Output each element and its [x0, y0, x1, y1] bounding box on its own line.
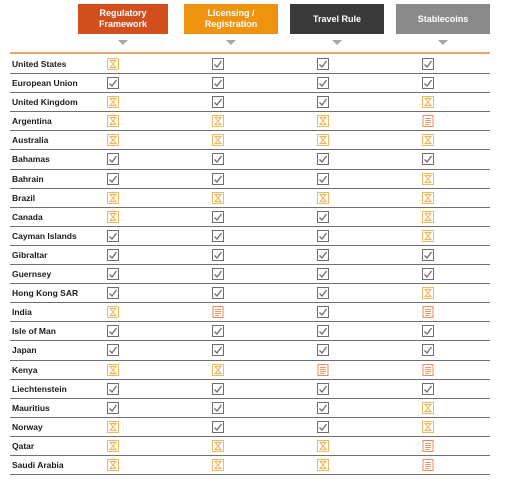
hourglass-icon	[317, 192, 329, 204]
hourglass-icon	[422, 173, 434, 185]
country-name: Australia	[12, 135, 49, 146]
country-name: European Union	[12, 78, 78, 89]
country-name: Bahamas	[12, 154, 50, 165]
check-icon	[107, 249, 119, 261]
check-icon	[317, 173, 329, 185]
country-name: Argentina	[12, 116, 52, 127]
check-icon	[317, 153, 329, 165]
chevron-down-icon	[118, 40, 128, 45]
document-icon	[422, 364, 434, 376]
check-icon	[317, 77, 329, 89]
country-name: Saudi Arabia	[12, 459, 64, 470]
table-row	[10, 437, 490, 456]
hourglass-icon	[317, 459, 329, 471]
header-stablecoins: Stablecoins	[396, 4, 490, 34]
header-regulatory-framework: Regulatory Framework	[78, 4, 168, 34]
check-icon	[317, 96, 329, 108]
country-name: Japan	[12, 345, 37, 356]
check-icon	[107, 77, 119, 89]
check-icon	[212, 344, 224, 356]
table-row	[10, 284, 490, 303]
check-icon	[212, 211, 224, 223]
check-icon	[107, 153, 119, 165]
hourglass-icon	[107, 134, 119, 146]
document-icon	[317, 364, 329, 376]
header-licensing-registration: Licensing / Registration	[184, 4, 278, 34]
chevron-down-icon	[226, 40, 236, 45]
table-row	[10, 208, 490, 227]
hourglass-icon	[422, 96, 434, 108]
hourglass-icon	[107, 211, 119, 223]
check-icon	[212, 230, 224, 242]
check-icon	[212, 173, 224, 185]
table-row	[10, 361, 490, 380]
table-row	[10, 170, 490, 189]
country-name: Bahrain	[12, 173, 44, 184]
table-row	[10, 399, 490, 418]
check-icon	[212, 402, 224, 414]
header-travel-rule: Travel Rule	[290, 4, 384, 34]
hourglass-icon	[422, 402, 434, 414]
hourglass-icon	[422, 192, 434, 204]
hourglass-icon	[422, 134, 434, 146]
hourglass-icon	[107, 421, 119, 433]
country-name: Cayman Islands	[12, 230, 77, 241]
check-icon	[317, 268, 329, 280]
hourglass-icon	[422, 211, 434, 223]
table-row	[10, 303, 490, 322]
country-name: Liechtenstein	[12, 383, 67, 394]
check-icon	[317, 249, 329, 261]
check-icon	[317, 306, 329, 318]
hourglass-icon	[212, 440, 224, 452]
chevron-down-icon	[438, 40, 448, 45]
check-icon	[317, 344, 329, 356]
table-row	[10, 93, 490, 112]
country-name: Mauritius	[12, 402, 50, 413]
hourglass-icon	[212, 459, 224, 471]
hourglass-icon	[212, 115, 224, 127]
table-row	[10, 380, 490, 399]
check-icon	[212, 287, 224, 299]
check-icon	[422, 153, 434, 165]
hourglass-icon	[317, 440, 329, 452]
document-icon	[422, 306, 434, 318]
check-icon	[212, 421, 224, 433]
hourglass-icon	[107, 58, 119, 70]
check-icon	[422, 344, 434, 356]
document-icon	[422, 459, 434, 471]
table-row	[10, 131, 490, 150]
table-row	[10, 227, 490, 246]
status-table	[10, 55, 490, 475]
check-icon	[212, 268, 224, 280]
hourglass-icon	[317, 134, 329, 146]
check-icon	[212, 96, 224, 108]
header-divider	[10, 52, 490, 54]
check-icon	[422, 268, 434, 280]
check-icon	[107, 344, 119, 356]
hourglass-icon	[107, 192, 119, 204]
hourglass-icon	[212, 364, 224, 376]
table-row	[10, 456, 490, 475]
hourglass-icon	[107, 96, 119, 108]
check-icon	[317, 402, 329, 414]
country-name: Hong Kong SAR	[12, 288, 79, 299]
country-name: Brazil	[12, 192, 36, 203]
country-name: Isle of Man	[12, 326, 56, 337]
check-icon	[317, 287, 329, 299]
country-name: Canada	[12, 211, 43, 222]
check-icon	[422, 58, 434, 70]
country-name: India	[12, 307, 32, 318]
check-icon	[422, 325, 434, 337]
country-name: Norway	[12, 421, 43, 432]
hourglass-icon	[212, 134, 224, 146]
check-icon	[107, 325, 119, 337]
hourglass-icon	[317, 115, 329, 127]
table-row	[10, 74, 490, 93]
country-name: Guernsey	[12, 269, 52, 280]
hourglass-icon	[107, 306, 119, 318]
check-icon	[422, 383, 434, 395]
hourglass-icon	[422, 287, 434, 299]
table-row	[10, 189, 490, 208]
hourglass-icon	[422, 230, 434, 242]
country-name: United Kingdom	[12, 97, 78, 108]
check-icon	[107, 230, 119, 242]
check-icon	[317, 211, 329, 223]
hourglass-icon	[107, 364, 119, 376]
column-headers	[0, 0, 512, 52]
table-row	[10, 341, 490, 360]
country-name: United States	[12, 59, 67, 69]
check-icon	[107, 268, 119, 280]
hourglass-icon	[212, 192, 224, 204]
check-icon	[317, 383, 329, 395]
check-icon	[317, 58, 329, 70]
table-row	[10, 265, 490, 284]
table-row	[10, 55, 490, 74]
check-icon	[107, 383, 119, 395]
document-icon	[422, 440, 434, 452]
check-icon	[212, 153, 224, 165]
country-name: Gibraltar	[12, 249, 48, 260]
table-row	[10, 246, 490, 265]
hourglass-icon	[107, 440, 119, 452]
check-icon	[212, 249, 224, 261]
check-icon	[317, 421, 329, 433]
check-icon	[317, 325, 329, 337]
chevron-down-icon	[332, 40, 342, 45]
document-icon	[422, 115, 434, 127]
check-icon	[107, 287, 119, 299]
country-name: Kenya	[12, 364, 38, 375]
hourglass-icon	[107, 459, 119, 471]
table-row	[10, 112, 490, 131]
check-icon	[212, 58, 224, 70]
check-icon	[422, 249, 434, 261]
hourglass-icon	[422, 421, 434, 433]
check-icon	[212, 325, 224, 337]
check-icon	[317, 230, 329, 242]
check-icon	[212, 383, 224, 395]
document-icon	[212, 306, 224, 318]
table-row	[10, 322, 490, 341]
country-name: Qatar	[12, 440, 35, 451]
hourglass-icon	[107, 115, 119, 127]
check-icon	[212, 77, 224, 89]
table-row	[10, 150, 490, 169]
table-row	[10, 418, 490, 437]
check-icon	[422, 77, 434, 89]
check-icon	[107, 402, 119, 414]
check-icon	[107, 173, 119, 185]
